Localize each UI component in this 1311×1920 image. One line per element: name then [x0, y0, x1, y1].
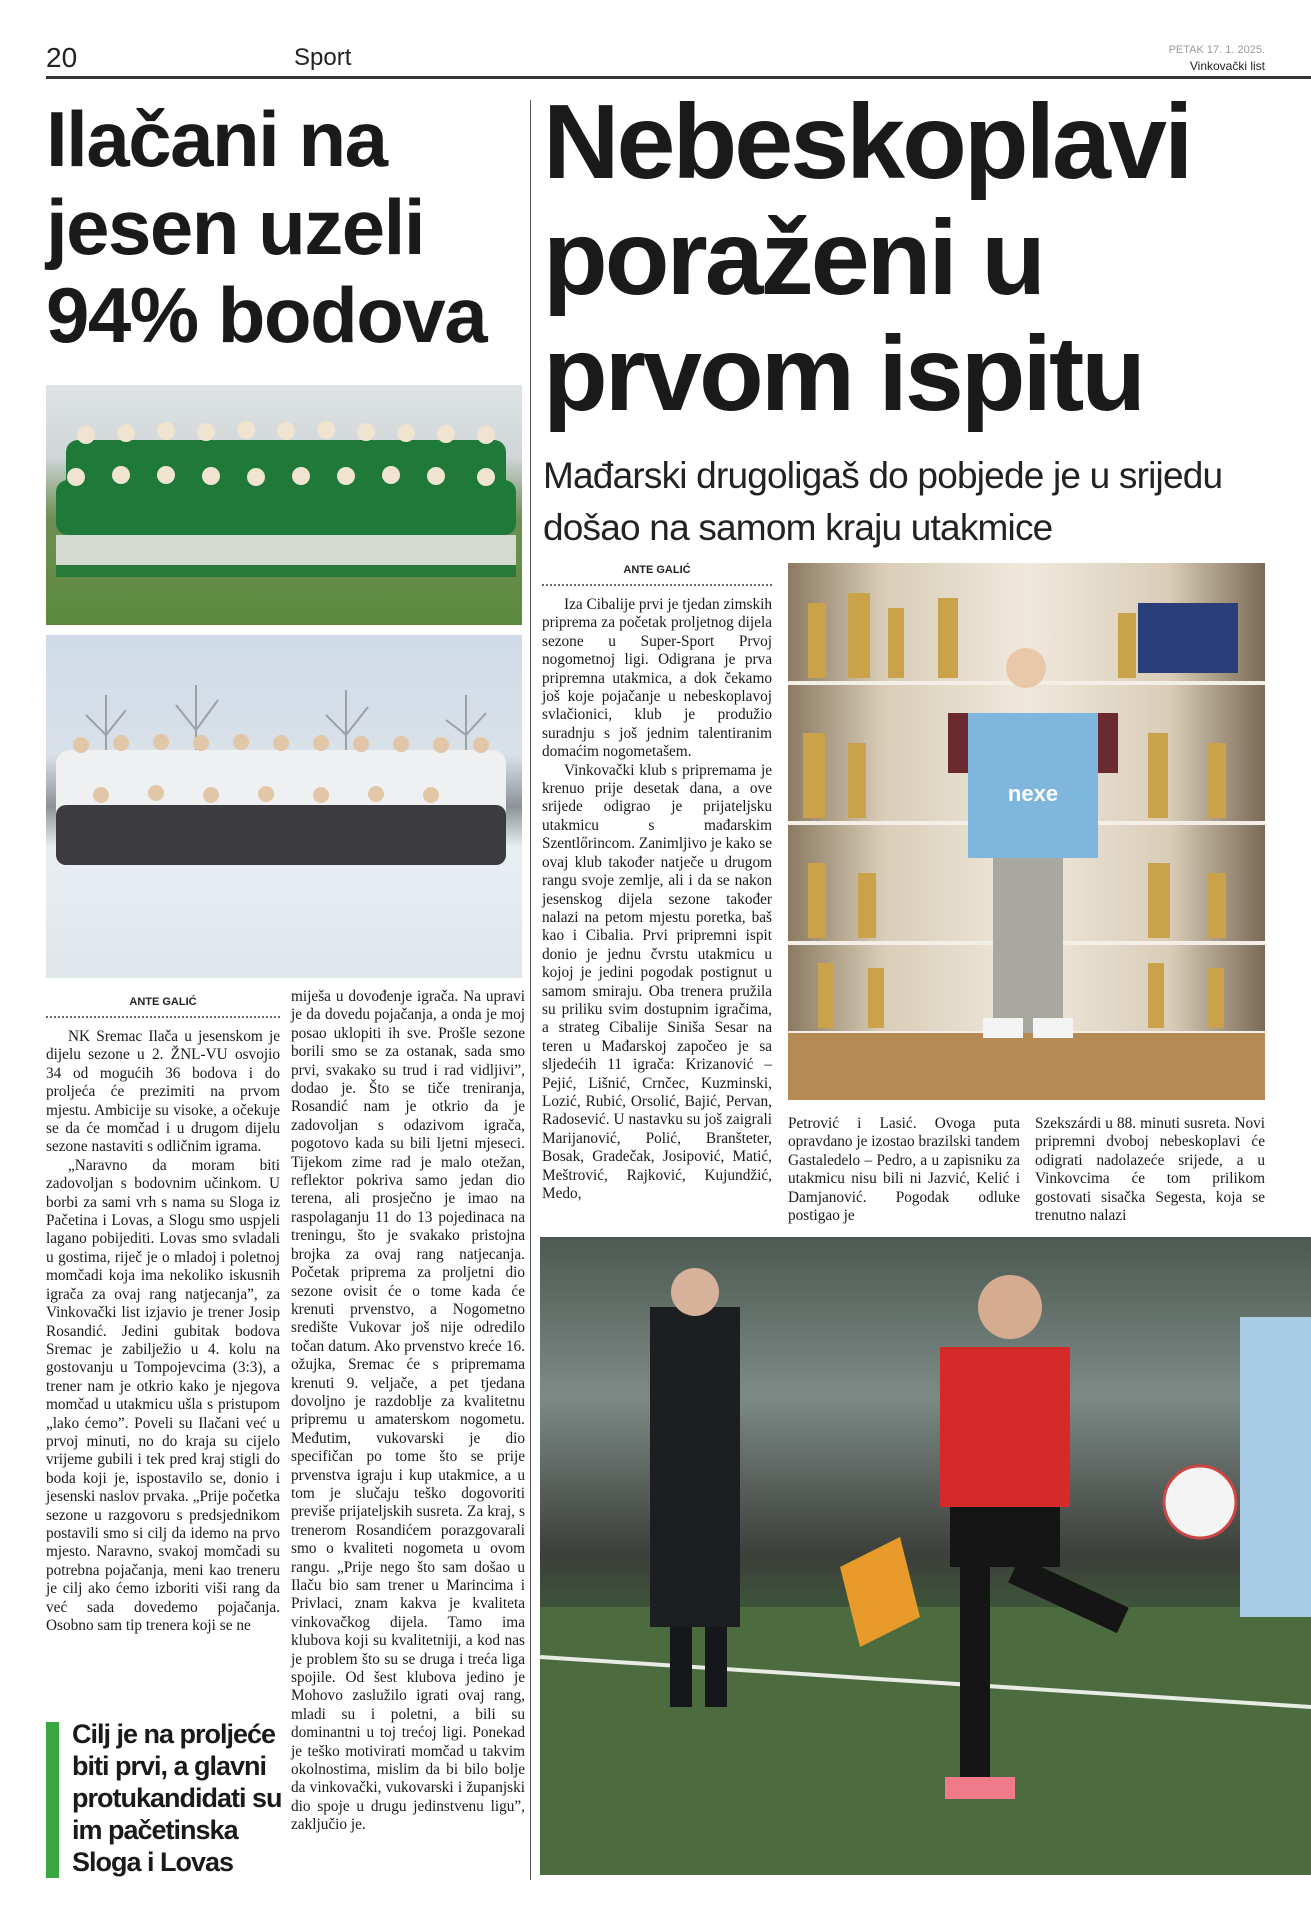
column-divider	[530, 100, 531, 1880]
player-with-jersey-photo	[788, 563, 1265, 1100]
article2-byline: ANTE GALIĆ	[623, 564, 691, 576]
header-rule	[46, 76, 1311, 79]
article1-byline: ANTE GALIĆ	[129, 996, 197, 1008]
pullquote: Cilj je na proljeće biti prvi, a glavni protukandidati su im pačetinska Sloga i Lovas	[72, 1719, 282, 1877]
article1-headline: Ilačani na jesen uzeli 94% bodova	[46, 95, 487, 359]
match-scene	[540, 1237, 1311, 1875]
publication-name: Vinkovački list	[1189, 59, 1265, 73]
article2-headline: Nebeskoplavi poraženi u prvom ispitu	[543, 83, 1191, 433]
team-photo-snow	[46, 635, 522, 978]
section-title: Sport	[294, 44, 352, 71]
paragraph: Iza Cibalije prvi je tjedan zimskih priprema za početak proljetnog dijela sezone u Super-Sport Prvoj nogometnoj ligi. Odigrana je prva pripremna utakmica, a dok čekamo još koje pojačanje u nebeskoplavoj svlačionici, klub je produžio suradnju s još jednim talentiranim domaćim nogometašem.	[542, 596, 772, 761]
article2-column-1	[542, 596, 772, 1203]
team-figures	[46, 385, 522, 625]
page-number: 20	[46, 42, 78, 73]
byline-dotted-rule	[542, 584, 772, 586]
team-photo-grass	[46, 385, 522, 625]
paragraph: Szekszárdi u 88. minuti susreta. Novi pripremni dvoboj nebeskoplavi će odigrati nadolazeće srijede, a u Vinkovcima će tom prilikom gostovati sisačka Segesta, koja se trenutno nalazi	[1035, 1115, 1265, 1225]
team-figures-winter	[46, 635, 522, 978]
paragraph: NK Sremac Ilača u jesenskom je dijelu sezone u 2. ŽNL-VU osvojio 34 od mogućih 36 bodova i do proljeća će prezimiti na prvom mjestu. Ambicije su visoke, a očekuje se da će momčad i u drugom dijelu sezone nastaviti s odličnim igrama.	[46, 1028, 280, 1156]
article1-column-1	[46, 1028, 280, 1635]
article1-column-2	[291, 988, 525, 1835]
byline-dotted-rule	[46, 1016, 280, 1018]
paragraph: Vinkovački klub s pripremama je krenuo prije desetak dana, a ove srijede odigrao je prijateljsku utakmicu s mađarskim Szentlőrincom. Zanimljivo je kako se ovaj klub također natječe u drugom rangu svoje zemlje, ali i da se nakon jesenskog dijela sezone također nalazi na petom mjestu poretka, baš kao i Cibalia. Prvi pripremni ispit donio je jednu čvrstu utakmicu u kojoj je jedini pogodak postignut u samom smiraju. Oba trenera pružila su priliku svim dostupnim igračima, a strateg Cibalije Siniša Sesar na teren u Mađarskoj započeo je sa sljedećih 11 igrača: Krizanović – Pejić, Lišnić, Crnčec, Kuzminski, Lozić, Rubić, Orsolić, Bajić, Pervan, Radosević. U nastavku su još zaigrali Marijanović, Polić, Branšteter, Bosak, Gradečak, Josipović, Matić, Meštrović, Rajković, Kujundžić, Medo,	[542, 761, 772, 1202]
paragraph: Petrović i Lasić. Ovoga puta opravdano je izostao brazilski tandem Gastaledelo – Pedro, a u zapisniku za utakmicu nisu bili ni Jazvić, Kelić i Damjanović. Pogodak odluke postigao je	[788, 1115, 1020, 1225]
trophy-cabinet	[788, 563, 1265, 1100]
issue-date: PETAK 17. 1. 2025.	[1168, 44, 1265, 56]
paragraph: miješa u dovođenje igrača. Na upravi je da dovedu pojačanja, a onda je moj posao uklopiti ih sve. Prošle sezone borili smo se za ostanak, sada smo prvi, svakako su trud i rad vidljivi”, dodao je. Što se tiče treniranja, Rosandić nam je otkrio da je zadovoljan s odazivom igrača, pogotovo kada su bili ljetni mjeseci. Tijekom zime rad je malo otežan, reflektor pokriva samo jedan dio terena, ali prosječno je imao na raspolaganju 11 do 13 pojedinaca na treningu, što je svakako pristojna brojka za ovaj rang natjecanja. Početak priprema za proljetni dio sezone ovisit će o tome kada će krenuti prvenstvo, a Nogometno središte Vukovar još nije odredilo točan datum. Ako prvenstvo kreće 16. ožujka, Sremac će s pripremama krenuti 9. veljače, a pet tjedana dovoljno je razdoblje za kvalitetnu pripremu u amaterskom nogometu. Međutim, vukovarski je dio specifičan po tome što se prije prvenstva igraju i kup utakmice, a u tom je slučaju teško dogovoriti previše prijateljskih susreta. Za kraj, s trenerom Rosandićem porazgovarali smo o kvaliteti nogometa u ovom rangu. „Prije nego što sam došao u Ilaču bio sam trener u Marincima i Privlaci, znam kakva je kvaliteta vinkovačkog dijela. Tamo ima klubova koji su kvalitetniji, a kod nas je problem što su se druga i treća liga spojile. Od šest klubova jedino je Mohovo zaslužilo igrati ovaj rang, mladi su i poletni, a bili su dominantni u toj trećoj ligi. Ponekad je teško motivirati momčad u takvim okolnostima, mislim da bi bilo bolje da vinkovački, vukovarski i županjski dio spoje u drugu jedinstvenu ligu”, zaključio je.	[291, 988, 525, 1834]
pullquote-bar	[46, 1722, 59, 1878]
match-action-photo	[540, 1237, 1311, 1875]
shirt-sponsor-logo: nexe	[1007, 781, 1059, 806]
article2-column-2	[788, 1115, 1020, 1225]
article2-column-3	[1035, 1115, 1265, 1225]
paragraph: „Naravno da moram biti zadovoljan s bodovnim učinkom. U borbi za sami vrh s nama su Sloga iz Pačetina i Lovas, a Slogu smo uspjeli lagano pobijediti. Lovas smo svladali u gostima, riječ je o mladoj i poletnoj momčadi koja ima nekoliko iskusnih igrača za ovaj rang natjecanja”, za Vinkovački list izjavio je trener Josip Rosandić. Jedini gubitak bodova Sremac je zabilježio u 4. kolu na gostovanju u Tompojevcima (3:3), a trener nam je otkrio kako je njegova momčad u utakmicu ušla s pristupom „lako ćemo”. Poveli su Ilačani već u prvoj minuti, no do kraja su cijelo vrijeme gubili i tek pred kraj stigli do boda koji je, ispostavilo se, donio i jesenski naslov prvaka. „Prije početka sezone u razgovoru s predsjednikom postavili smo si cilj da idemo na prvo mjesto. Naravno, svakoj momčadi su potrebna pojačanja, meni kao treneru je cilj ako ćemo izboriti viši rang da već sada dovedemo pojačanja. Osobno sam tip trenera koji se ne	[46, 1156, 280, 1634]
article2-subtitle: Mađarski drugoligaš do pobjede je u srijedu došao na samom kraju utakmice	[543, 455, 1223, 548]
